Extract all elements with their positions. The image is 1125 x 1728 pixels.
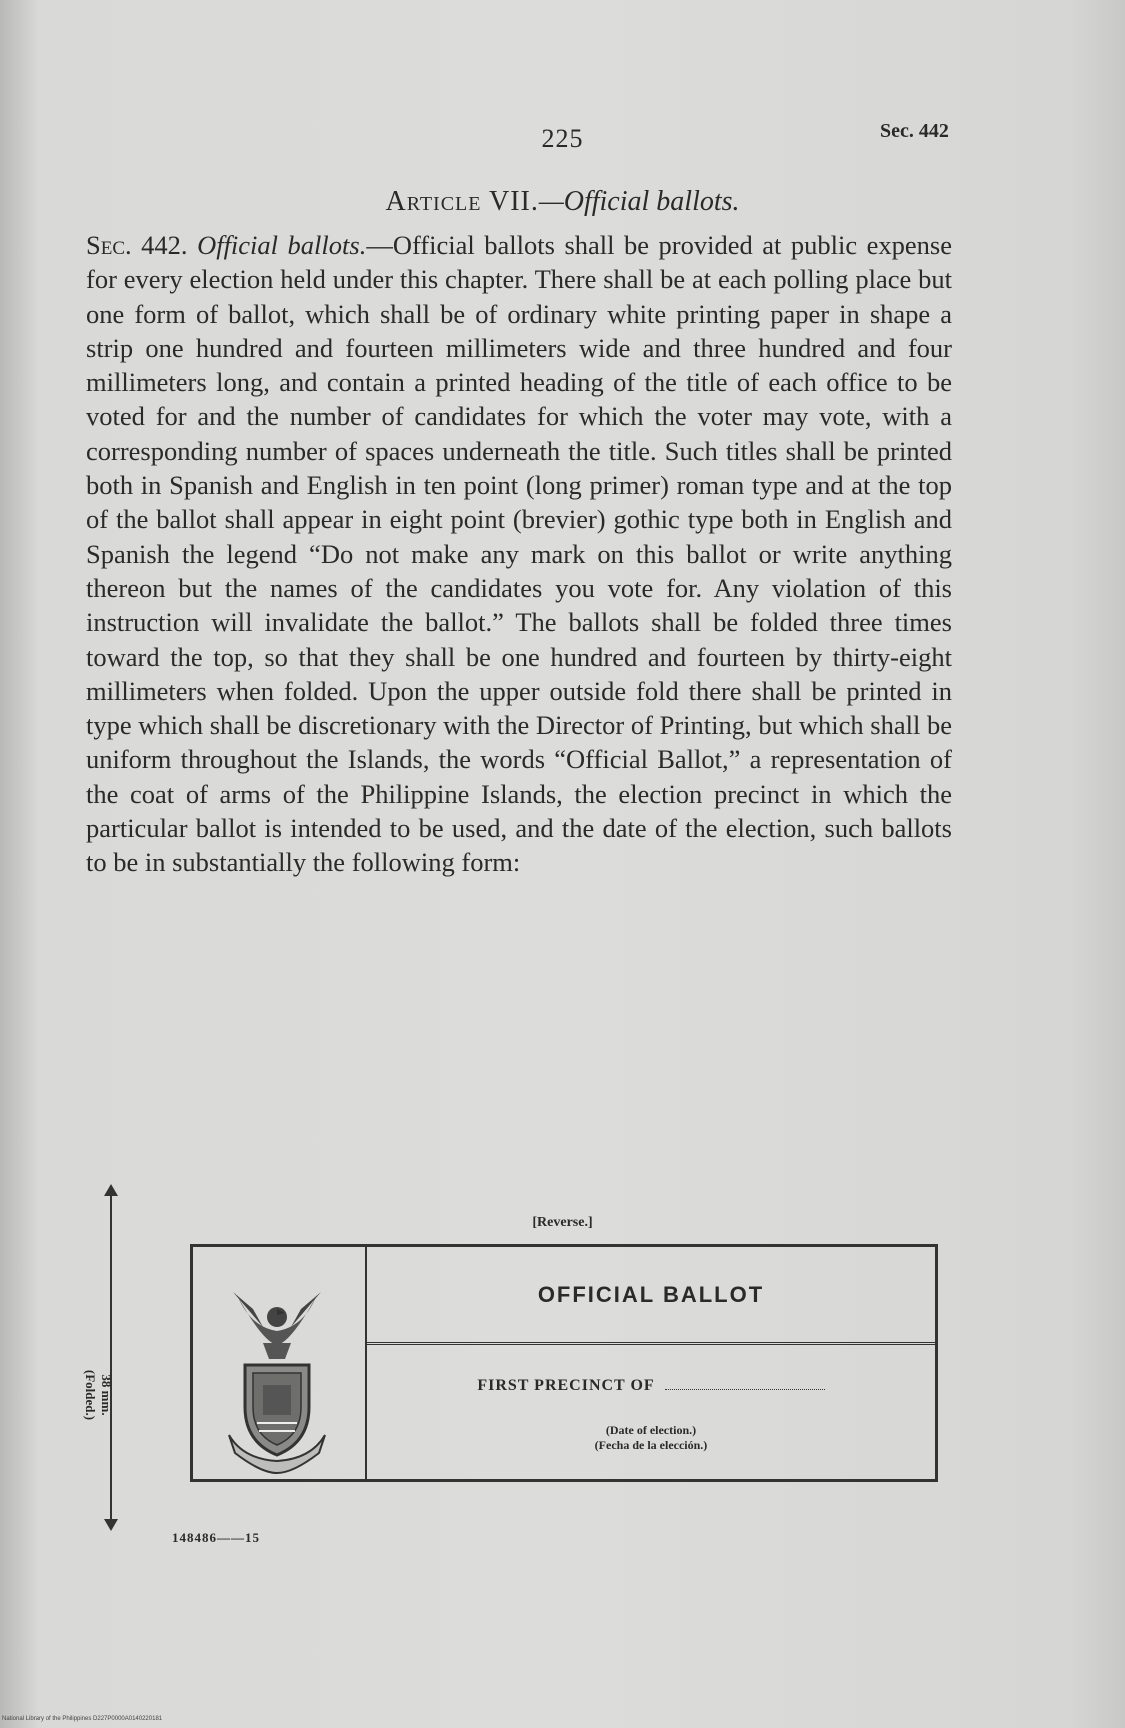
precinct-label: FIRST PRECINCT OF — [477, 1377, 655, 1394]
section-title: Official ballots. — [197, 230, 367, 260]
precinct-line — [367, 1377, 935, 1395]
ballot-text-area — [367, 1247, 935, 1479]
election-date-english: (Date of election.) — [605, 1423, 697, 1437]
article-title: —Official ballots. — [538, 186, 740, 217]
ballot-form — [190, 1244, 938, 1482]
dimension-arrow-bottom-icon — [104, 1519, 118, 1531]
printer-signature: 148486——15 — [172, 1530, 260, 1545]
running-head: Sec. 442 — [880, 120, 949, 142]
article-label: Article VII. — [385, 186, 539, 217]
library-credit: National Library of the Philippines D227P0000A0140220181 — [2, 1716, 163, 1722]
coat-of-arms-cell — [193, 1247, 367, 1479]
page-number: 225 — [541, 124, 584, 153]
dimension-note: (Folded.) — [83, 1369, 98, 1421]
section-body — [86, 228, 952, 880]
article-heading — [0, 186, 1125, 218]
reverse-label: [Reverse.] — [532, 1215, 593, 1230]
dimension-label — [82, 1335, 114, 1455]
section-label: Sec. 442. — [86, 230, 188, 260]
precinct-blank — [665, 1389, 825, 1390]
dimension-measure: 38 mm. — [99, 1374, 114, 1416]
ballot-title: OFFICIAL BALLOT — [367, 1247, 935, 1345]
section-text: —Official ballots shall be provided at public expense for every election held under this chapter. There shall be at each polling place but one form of ballot, which shall be of ordinary white printing paper in shape a strip one hundred and fourteen millimeters wide and three hundred and four millimeters long, and contain a printed heading of the title of each office to be voted for and the number of candidates for which the voter may vote, with a corresponding number of spaces underneath the title. Such titles shall be printed both in Spanish and English in ten point (long primer) roman type and at the top of the ballot shall appear in eight point (brevier) gothic type both in English and Spanish the legend “Do not make any mark on this ballot or write anything thereon but the names of the candidates you vote for. Any violation of this instruction will invalidate the ballot.” The ballots shall be folded three times toward the top, so that they shall be one hundred and fourteen by thirty-eight millimeters when folded. Upon the upper outside fold there shall be printed in type which shall be discretionary with the Director of Printing, but which shall be uniform throughout the Islands, the words “Official Ballot,” a representation of the coat of arms of the Philippine Islands, the election precinct in which the particular ballot is intended to be used, and the date of the election, such ballots to be in substantially the following form: — [86, 230, 952, 878]
election-date-spanish: (Fecha de la elección.) — [594, 1438, 708, 1452]
coat-of-arms-icon — [193, 1247, 361, 1477]
election-date — [367, 1423, 935, 1453]
